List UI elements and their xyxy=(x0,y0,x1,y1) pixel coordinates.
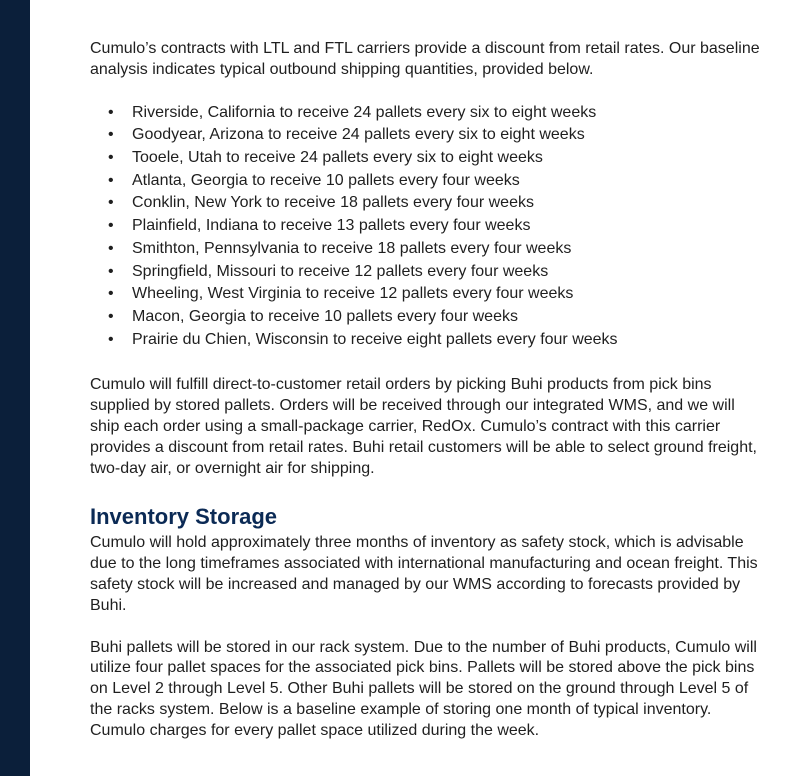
list-item-text: Riverside, California to receive 24 pallets every six to eight weeks xyxy=(132,103,597,121)
list-item xyxy=(90,306,765,329)
list-item-text: Wheeling, West Virginia to receive 12 pallets every four weeks xyxy=(132,285,574,303)
list-item xyxy=(90,238,765,261)
intro-paragraph: Cumulo’s contracts with LTL and FTL carriers provide a discount from retail rates. Our baseline analysis indicates typical outbound shipping quantities, provided below. xyxy=(90,40,760,78)
safety-stock-paragraph: Cumulo will hold approximately three months of inventory as safety stock, which is advisable due to the long timeframes associated with international manufacturing and ocean freight. This safety stock will be increased and managed by our WMS according to forecasts provided by Buhi. xyxy=(90,534,758,614)
list-item xyxy=(90,102,765,125)
list-item-text: Goodyear, Arizona to receive 24 pallets every six to eight weeks xyxy=(132,126,585,144)
bullet-icon: • xyxy=(108,217,114,235)
section-heading: Inventory Storage xyxy=(90,504,278,530)
bullet-icon: • xyxy=(108,330,114,348)
list-item xyxy=(90,170,765,193)
destination-list xyxy=(90,102,765,352)
bullet-icon: • xyxy=(108,194,114,212)
list-item-text: Conklin, New York to receive 18 pallets every four weeks xyxy=(132,194,534,212)
list-item xyxy=(90,329,765,352)
list-item-text: Atlanta, Georgia to receive 10 pallets every four weeks xyxy=(132,171,520,189)
bullet-icon: • xyxy=(108,307,114,325)
list-item-text: Tooele, Utah to receive 24 pallets every six to eight weeks xyxy=(132,149,543,166)
list-item-text: Prairie du Chien, Wisconsin to receive eight pallets every four weeks xyxy=(132,330,618,348)
bullet-icon: • xyxy=(108,103,114,121)
list-item xyxy=(90,261,765,284)
list-item-text: Smithton, Pennsylvania to receive 18 pallets every four weeks xyxy=(132,239,572,257)
retail-orders-paragraph: Cumulo will fulfill direct-to-customer retail orders by picking Buhi products from pick bins supplied by stored pallets. Orders will be received through our integrated WMS, and we will ship each order using a small-package carrier, RedOx. Cumulo’s contract with this carrier provides a discount from retail rates. Buhi retail customers will be able to select ground freight, two-day air, or overnight air for shipping. xyxy=(90,376,757,477)
document-sidebar-stripe xyxy=(0,0,30,776)
list-item xyxy=(90,124,765,147)
bullet-icon: • xyxy=(108,126,114,144)
list-item-text: Plainfield, Indiana to receive 13 pallets every four weeks xyxy=(132,217,531,235)
bullet-icon: • xyxy=(108,239,114,257)
list-item xyxy=(90,283,765,306)
rack-storage-paragraph: Buhi pallets will be stored in our rack system. Due to the number of Buhi products, Cumulo will utilize four pallet spaces for the associated pick bins. Pallets will be stored above the pick bins on Level 2 through Level 5. Other Buhi pallets will be stored on the ground through Level 5 of the racks system. Below is a baseline example of storing one month of typical inventory. Cumulo charges for every pallet space utilized during the week. xyxy=(90,638,757,739)
list-item xyxy=(90,147,765,170)
list-item xyxy=(90,215,765,238)
list-item-text: Springfield, Missouri to receive 12 pallets every four weeks xyxy=(132,262,549,280)
document-page xyxy=(90,39,765,741)
list-item-text: Macon, Georgia to receive 10 pallets every four weeks xyxy=(132,307,518,325)
bullet-icon: • xyxy=(108,149,114,166)
bullet-icon: • xyxy=(108,171,114,189)
list-item xyxy=(90,192,765,215)
bullet-icon: • xyxy=(108,262,114,280)
bullet-icon: • xyxy=(108,285,114,303)
